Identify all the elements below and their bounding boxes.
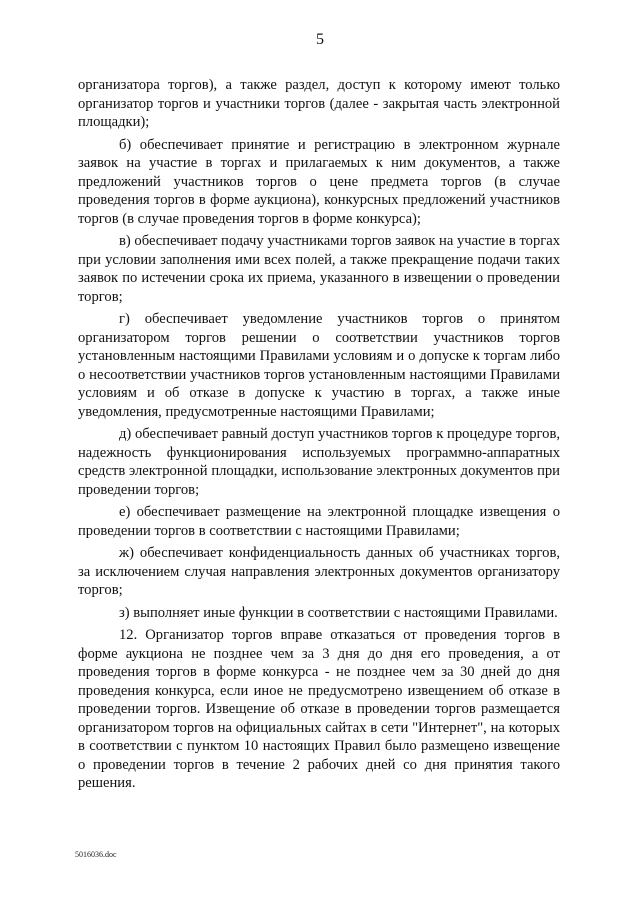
paragraph-clause-12: 12. Организатор торгов вправе отказаться от проведения торгов в форме аукциона не позднее чем за 3 дня до дня его проведения, а от проведения торгов в форме конкурса - не позднее чем за 30 дней до дня проведения конкурса, если иное не предусмотрено извещением об отказе в проведении торгов. Извещение об отказе в проведении торгов размещается организатором торгов на официальных сайтах в сети "Интернет", на которых в соответствии с пунктом 10 настоящих Правил было размещено извещение о проведении торгов в течение 2 рабочих дней со дня принятия такого решения. [78,627,560,791]
paragraph-item-v: в) обеспечивает подачу участниками торгов заявок на участие в торгах при условии заполнения ими всех полей, а также прекращение подачи таких заявок по истечении срока их приема, указанного в извещении о проведении торгов; [78,233,560,305]
page-number: 5 [316,31,324,48]
paragraph-item-e: е) обеспечивает размещение на электронной площадке извещения о проведении торгов в соответствии с настоящими Правилами; [78,504,560,539]
paragraph-item-zh: ж) обеспечивает конфиденциальность данных об участниках торгов, за исключением случая направления электронных документов организатору торгов; [78,545,560,598]
paragraph-item-z: з) выполняет иные функции в соответствии с настоящими Правилами. [119,604,558,621]
document-body [78,76,560,797]
footer-file-code: 5016036.doc [75,850,117,859]
paragraph-item-d: д) обеспечивает равный доступ участников торгов к процедуре торгов, надежность функционирования используемых программно-аппаратных средств электронной площадки, использование электронных документов при проведении торгов; [78,426,560,498]
paragraph-item-g: г) обеспечивает уведомление участников торгов о принятом организатором торгов решении о соответствии участников торгов установленным настоящими Правилами условиям и о допуске к торгам либо о несоответствии участников торгов установленным настоящими Правилами условиям и об отказе в допуске к участию в торгах, а также иные уведомления, предусмотренные настоящими Правилами; [78,311,560,420]
paragraph-item-b: б) обеспечивает принятие и регистрацию в электронном журнале заявок на участие в торгах и прилагаемых к ним документов, а также предложений участников торгов о цене предмета торгов (в случае проведения торгов в форме аукциона), конкурсных предложений участников торгов (в случае проведения торгов в форме конкурса); [78,136,560,227]
paragraph-continuation: организатора торгов), а также раздел, доступ к которому имеют только организатор торгов и участники торгов (далее - закрытая часть электронной площадки); [78,77,560,130]
